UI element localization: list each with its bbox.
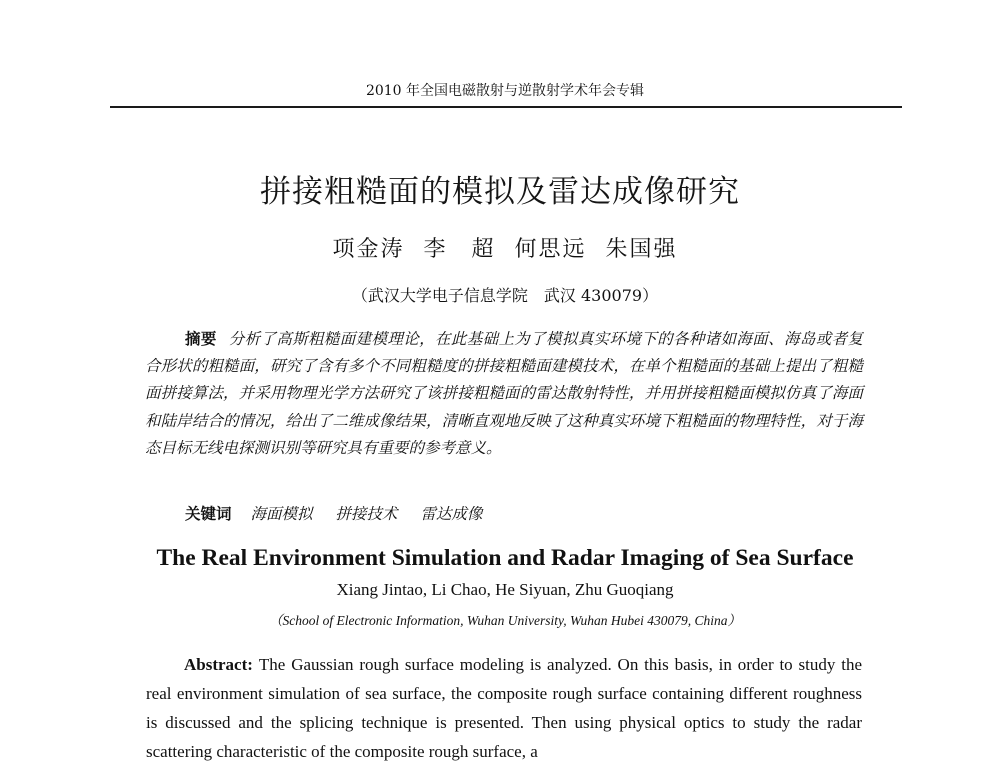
keywords-cn (185, 502, 500, 524)
affiliation-cn: （武汉大学电子信息学院 武汉 430079） (351, 286, 659, 305)
abstract-label-cn: 摘要 (185, 330, 217, 348)
author-cn: 项金涛 (332, 237, 405, 262)
header-rule (110, 106, 902, 108)
affiliation-en: （School of Electronic Information, Wuhan University, Wuhan Hubei 430079, China） (269, 613, 741, 628)
author-cn: 朱国强 (605, 237, 678, 262)
running-header: 2010 年全国电磁散射与逆散射学术年会专辑 (365, 83, 645, 99)
abstract-label-en: Abstract: (184, 655, 253, 674)
abstract-en (146, 650, 862, 780)
keyword-cn: 拼接技术 (335, 505, 398, 523)
author-list-en: Xiang Jintao, Li Chao, He Siyuan, Zhu Guoqiang (336, 580, 674, 599)
abstract-text-cn: 分析了高斯粗糙面建模理论，在此基础上为了模拟真实环境下的各种诸如海面、海岛或者复合形状的粗糙面，研究了含有多个不同粗糙度的拼接粗糙面建模技术，在单个粗糙面的基础上提出了粗糙面拼接算法，并采用物理光学方法研究了该拼接粗糙面的雷达散射特性，并用拼接粗糙面模拟仿真了海面和陆岸结合的情况，给出了二维成像结果，清晰直观地反映了这种真实环境下粗糙面的物理特性，对于海态目标无线电探测识别等研究具有重要的参考意义。 (145, 330, 863, 457)
keywords-label-cn: 关键词 (185, 505, 232, 523)
keyword-cn: 海面模拟 (250, 505, 313, 523)
author-cn: 李 超 (423, 237, 496, 262)
abstract-text-en: The Gaussian rough surface modeling is analyzed. On this basis, in order to study the real environment simulation of sea surface, the composite rough surface containing different roughness is discussed and the splicing technique is presented. Then using physical optics to study the radar scattering characteristic of the composite rough surface, a (146, 655, 862, 761)
paper-title-en: The Real Environment Simulation and Radar Imaging of Sea Surface (156, 545, 854, 571)
keyword-cn: 雷达成像 (420, 505, 483, 523)
paper-title-cn: 拼接粗糙面的模拟及雷达成像研究 (260, 174, 740, 210)
author-list-cn (0, 232, 1000, 263)
author-cn: 何思远 (514, 237, 587, 262)
abstract-cn (145, 326, 863, 462)
